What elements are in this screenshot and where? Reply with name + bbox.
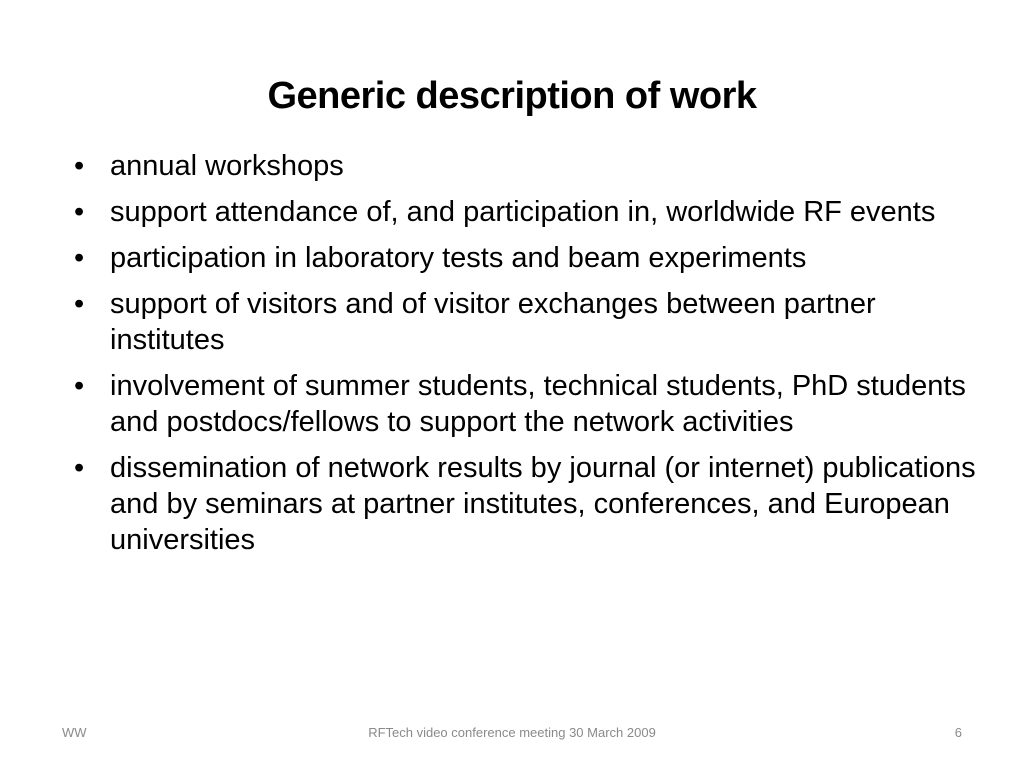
- bullet-text: dissemination of network results by journal (or internet) publications and by seminars at partner institutes, conferences, and European universities: [110, 452, 976, 556]
- bullet-item: [70, 194, 980, 230]
- bullet-text: annual workshops: [110, 150, 344, 182]
- bullet-icon: •: [74, 452, 85, 484]
- bullet-text: participation in laboratory tests and beam experiments: [110, 242, 807, 274]
- bullet-item: [70, 148, 980, 184]
- bullet-text: support of visitors and of visitor exchanges between partner institutes: [110, 288, 876, 356]
- bullet-item: [70, 450, 980, 558]
- footer-page-number: 6: [954, 725, 962, 740]
- bullet-item: [70, 286, 980, 358]
- bullet-icon: •: [74, 196, 85, 228]
- bullet-text: involvement of summer students, technical students, PhD students and postdocs/fellows to support the network activities: [110, 370, 966, 438]
- bullet-icon: •: [74, 288, 85, 320]
- slide-title: Generic description of work: [267, 75, 757, 117]
- bullet-icon: •: [74, 370, 85, 402]
- bullet-text: support attendance of, and participation in, worldwide RF events: [110, 196, 936, 228]
- bullet-list: [70, 148, 980, 568]
- bullet-item: [70, 368, 980, 440]
- footer-event: RFTech video conference meeting 30 March 2009: [368, 725, 656, 740]
- footer-author: WW: [62, 725, 87, 740]
- bullet-icon: •: [74, 150, 85, 182]
- bullet-item: [70, 240, 980, 276]
- bullet-icon: •: [74, 242, 85, 274]
